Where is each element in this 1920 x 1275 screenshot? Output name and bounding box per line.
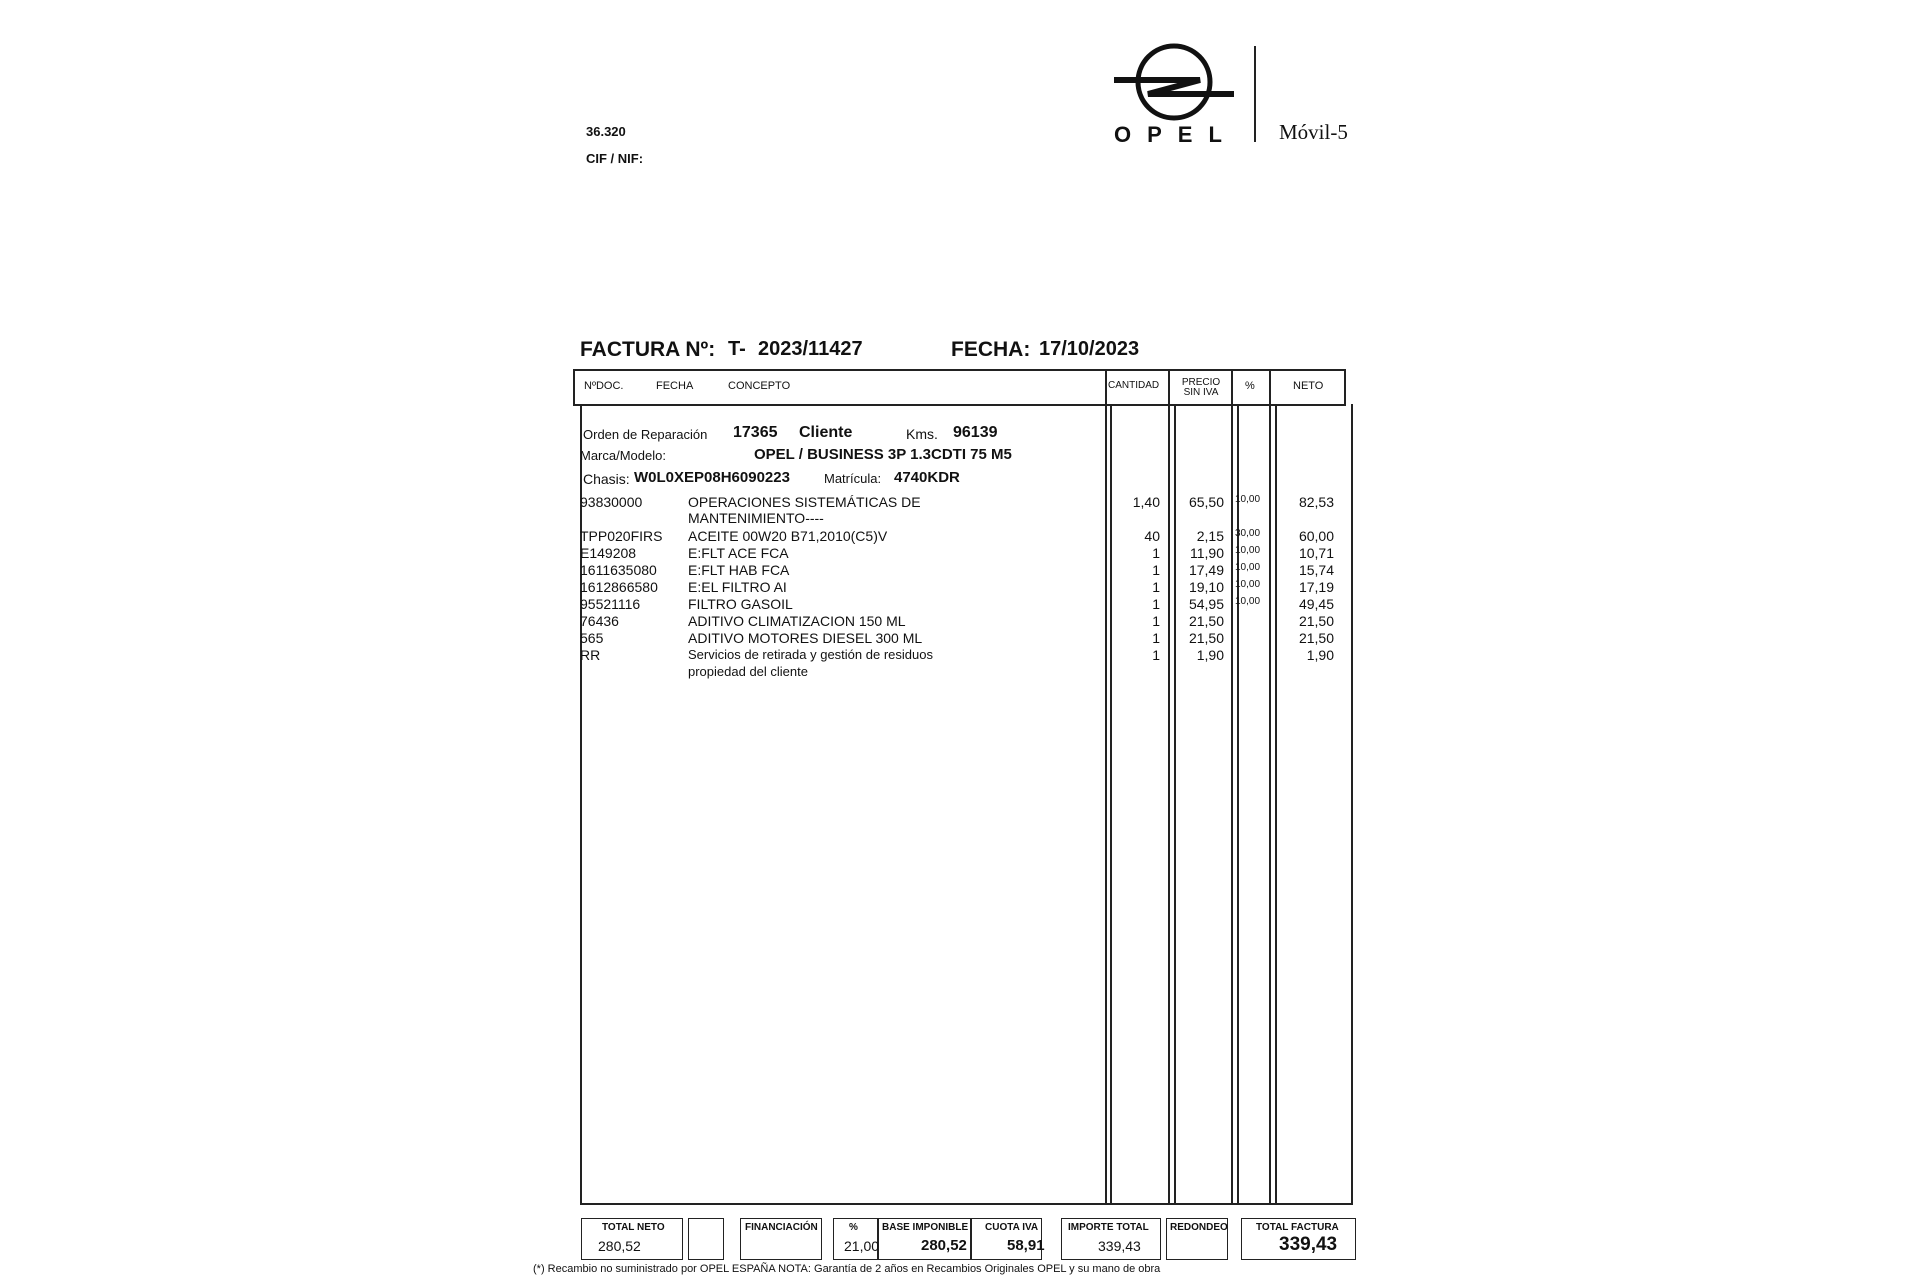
line-net: 49,45	[1298, 596, 1334, 612]
line-net: 60,00	[1298, 528, 1334, 544]
model-label: Marca/Modelo:	[580, 448, 666, 463]
line-qty: 1	[1152, 613, 1160, 629]
line-qty: 1	[1152, 596, 1160, 612]
col-concepto: CONCEPTO	[728, 380, 791, 392]
financiacion-label: FINANCIACIÓN	[745, 1222, 818, 1233]
line-qty: 1	[1152, 562, 1160, 578]
total-neto-label: TOTAL NETO	[602, 1222, 665, 1233]
redondeo-label: REDONDEO	[1170, 1222, 1228, 1233]
line-price: 65,50	[1188, 494, 1224, 510]
cuota-iva-value: 58,91	[1007, 1237, 1045, 1254]
kms-value: 96139	[953, 424, 998, 441]
cif-label: CIF / NIF:	[586, 151, 644, 166]
line-concept: Servicios de retirada y gestión de residuos	[688, 647, 933, 662]
line-net: 82,53	[1298, 494, 1334, 510]
line-code: 76436	[580, 613, 619, 629]
line-price: 1,90	[1196, 647, 1224, 663]
total-factura-value: 339,43	[1279, 1234, 1338, 1255]
line-pct: 10,00	[1235, 562, 1261, 573]
line-code: RR	[580, 647, 601, 663]
col-fecha: FECHA	[656, 380, 694, 392]
line-qty: 1,40	[1132, 494, 1160, 510]
line-qty: 1	[1152, 545, 1160, 561]
cuota-iva-label: CUOTA IVA	[985, 1222, 1039, 1233]
base-imponible-label: BASE IMPONIBLE	[882, 1222, 969, 1233]
line-concept: OPERACIONES SISTEMÁTICAS DE	[688, 494, 921, 510]
total-factura-label: TOTAL FACTURA	[1256, 1222, 1339, 1233]
line-pct: 10,00	[1235, 494, 1261, 505]
line-code: 95521116	[580, 596, 641, 612]
plate-value: 4740KDR	[894, 469, 960, 486]
line-code: TPP020FIRS	[580, 528, 663, 544]
line-qty: 40	[1144, 528, 1160, 544]
col-pct: %	[1245, 380, 1255, 392]
line-net: 21,50	[1298, 613, 1334, 629]
importe-total-label: IMPORTE TOTAL	[1068, 1222, 1149, 1233]
dealer-name: Móvil-5	[1279, 120, 1348, 144]
line-concept: ACEITE 00W20 B71,2010(C5)V	[688, 528, 888, 544]
line-code: 1611635080	[580, 562, 657, 578]
line-price: 19,10	[1188, 579, 1224, 595]
repair-order-number: 17365	[733, 424, 778, 441]
plate-label: Matrícula:	[824, 471, 882, 486]
line-concept-cont: propiedad del cliente	[688, 664, 808, 679]
line-concept: E:FLT ACE FCA	[688, 545, 789, 561]
line-pct: 10,00	[1235, 579, 1261, 590]
col-cantidad: CANTIDAD	[1108, 380, 1160, 391]
invoice-number-prefix: T-	[728, 338, 746, 360]
model-value: OPEL / BUSINESS 3P 1.3CDTI 75 M5	[754, 446, 1012, 463]
importe-total-value: 339,43	[1098, 1238, 1141, 1254]
tax-pct-value: 21,00	[844, 1238, 880, 1254]
kms-label: Kms.	[906, 426, 938, 442]
chassis-value: W0L0XEP08H6090223	[634, 469, 790, 486]
col-precio	[1171, 378, 1231, 398]
line-qty: 1	[1152, 630, 1160, 646]
line-concept: ADITIVO CLIMATIZACION 150 ML	[688, 613, 906, 629]
total-neto-value: 280,52	[598, 1238, 641, 1254]
brand-wordmark: OPEL	[1114, 122, 1238, 147]
line-pct: 10,00	[1235, 545, 1261, 556]
invoice-date: 17/10/2023	[1039, 338, 1140, 360]
line-net: 17,19	[1298, 579, 1334, 595]
line-code: 93830000	[580, 494, 643, 510]
col-neto: NETO	[1293, 380, 1324, 392]
repair-order-label: Orden de Reparación	[583, 427, 708, 442]
line-qty: 1	[1152, 579, 1160, 595]
line-concept: ADITIVO MOTORES DIESEL 300 ML	[688, 630, 923, 646]
line-price: 21,50	[1188, 630, 1224, 646]
logo-divider	[1254, 46, 1256, 142]
chassis-label: Chasis:	[583, 471, 630, 487]
line-price: 17,49	[1188, 562, 1224, 578]
line-net: 1,90	[1306, 647, 1334, 663]
opel-logo	[1108, 40, 1240, 150]
line-code: E149208	[580, 545, 637, 561]
line-code: 1612866580	[580, 579, 658, 595]
opel-blitz-icon	[1108, 40, 1240, 130]
line-code: 565	[580, 630, 604, 646]
line-net: 21,50	[1298, 630, 1334, 646]
invoice-number: 2023/11427	[758, 338, 863, 360]
client-label: Cliente	[799, 424, 853, 441]
base-imponible-value: 280,52	[921, 1237, 967, 1254]
line-price: 54,95	[1188, 596, 1224, 612]
line-concept: FILTRO GASOIL	[688, 596, 793, 612]
line-qty: 1	[1152, 647, 1160, 663]
line-price: 21,50	[1188, 613, 1224, 629]
line-price: 11,90	[1190, 545, 1224, 561]
blank-box	[688, 1218, 724, 1260]
tax-pct-label: %	[849, 1222, 858, 1233]
line-net: 10,71	[1298, 545, 1334, 561]
col-precio-line1: PRECIO	[1181, 377, 1221, 388]
line-pct: 30,00	[1235, 528, 1261, 539]
company-code: 36.320	[586, 124, 626, 139]
line-net: 15,74	[1298, 562, 1334, 578]
line-price: 2,15	[1196, 528, 1224, 544]
col-ndoc: NºDOC.	[584, 380, 624, 392]
col-precio-line2: SIN IVA	[1183, 387, 1219, 398]
invoice-number-label: FACTURA Nº:	[580, 338, 716, 361]
line-concept-cont: MANTENIMIENTO----	[688, 510, 824, 526]
footer-note: (*) Recambio no suministrado por OPEL ESPAÑA NOTA: Garantía de 2 años en Recambios Originales OPEL y su mano de obra	[533, 1263, 1161, 1275]
invoice-date-label: FECHA:	[951, 338, 1031, 361]
line-concept: E:EL FILTRO AI	[688, 579, 787, 595]
line-concept: E:FLT HAB FCA	[688, 562, 790, 578]
line-pct: 10,00	[1235, 596, 1261, 607]
